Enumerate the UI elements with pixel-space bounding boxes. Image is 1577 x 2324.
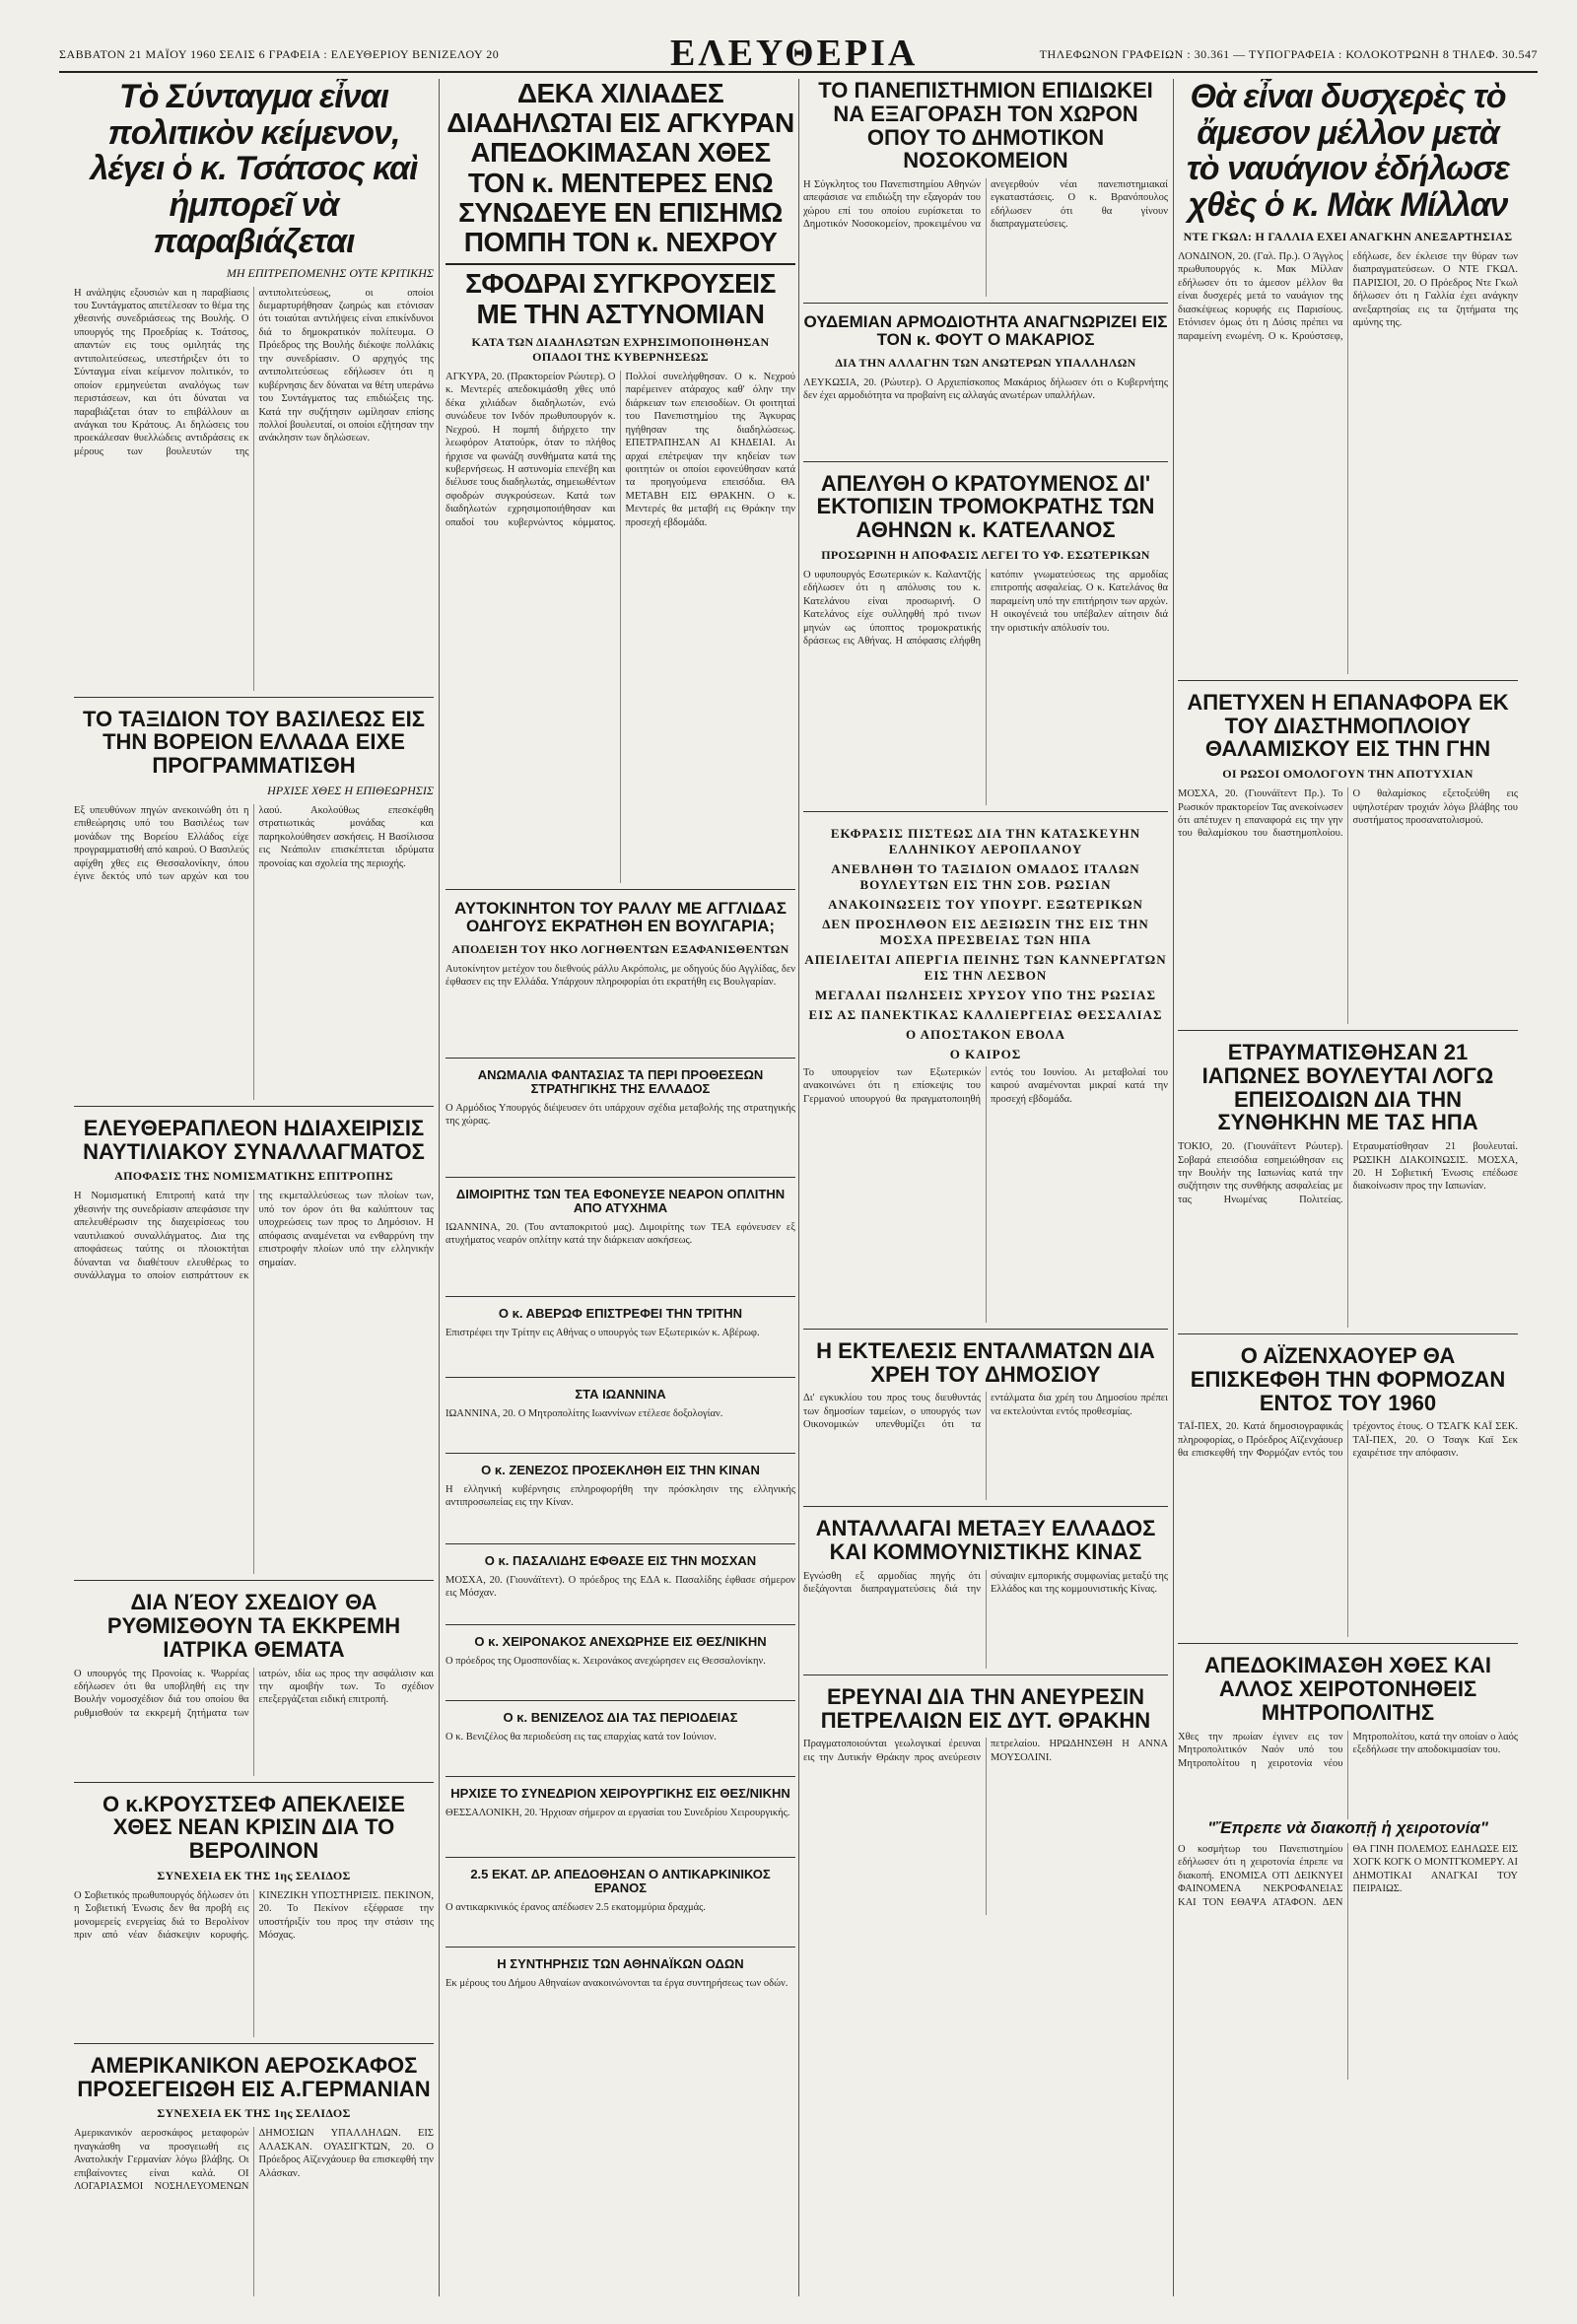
article-headline: Ο κ. ΑΒΕΡΩΦ ΕΠΙΣΤΡΕΦΕΙ ΤΗΝ ΤΡΙΤΗΝ [498,1306,743,1321]
article-subheadline: ΜΗ ΕΠΙΤΡΕΠΟΜΕΝΗΣ ΟΥΤΕ ΚΡΙΤΙΚΗΣ [226,265,434,280]
article-pasalidis-moscow [446,1554,795,1625]
article-soldier-accident [446,1188,795,1297]
article-headline: Ο κ. ΠΑΣΑΛΙΔΗΣ ΕΦΘΑΣΕ ΕΙΣ ΤΗΝ ΜΟΣΧΑΝ [484,1553,757,1568]
article-body: Ο Αρμόδιος Υπουργός διέψευσεν ότι υπάρχουν σχέδια μεταβολής της στρατηγικής της χώρας. [446,1102,795,1128]
brief-headline: ΕΙΣ ΑΣ ΠΑΝΕΚΤΙΚΑΣ ΚΑΛΛΙΕΡΓΕΙΑΣ ΘΕΣΣΑΛΙΑΣ [808,1006,1163,1022]
article-metropolitan [1178,1654,1518,2085]
article-thrace-oil [803,1685,1168,1922]
article-zenezos-china [446,1464,795,1544]
article-athens-roads [446,1957,795,2042]
article-rally-car [446,900,795,1059]
article-king-trip [74,708,434,1107]
column-1 [74,79,434,2296]
article-subheadline: ΚΑΤΑ ΤΩΝ ΔΙΑΔΗΛΩΤΩΝ ΕΧΡΗΣΙΜΟΠΟΙΗΘΗΣΑΝ ΟΠΑΔΟΙ ΤΗΣ ΚΥΒΕΡΝΗΣΕΩΣ [471,334,770,364]
article-subheadline: ΟΙ ΡΩΣΟΙ ΟΜΟΛΟΓΟΥΝ ΤΗΝ ΑΠΟΤΥΧΙΑΝ [1222,767,1474,782]
article-headline: Ο κ.ΚΡΟΥΣΤΣΕΦ ΑΠΕΚΛΕΙΣΕ ΧΘΕΣ ΝΕΑΝ ΚΡΙΣΙΝ ΔΙΑ ΤΟ ΒΕΡΟΛΙΝΟΝ [103,1792,405,1864]
article-khrushchev-berlin [74,1793,434,2044]
article-quote: "Ἔπρεπε νὰ διακοπῇ ἡ χειροτονία" [1207,1817,1488,1837]
article-body: Πραγματοποιούνται γεωλογικαί έρευναι εις την Δυτικήν Θράκην προς ανεύρεσιν πετρελαίου. ΗΡΩΔΗΝΣΘΗ Η ΑΝΝΑ ΜΟΥΣΟΛΙΝΙ. [803,1739,1168,1763]
article-body: Ο αντικαρκινικός έρανος απέδωσεν 2.5 εκατομμύρια δραχμάς. [446,1902,706,1913]
article-headline: ΔΕΚΑ ΧΙΛΙΑΔΕΣ ΔΙΑΔΗΛΩΤΑΙ ΕΙΣ ΑΓΚΥΡΑΝ ΑΠΕΔΟΚΙΜΑΣΑΝ ΧΘΕΣ ΤΟΝ κ. ΜΕΝΤΕΡΕΣ ΕΝΩ ΣΥΝΩΔΕΥΕ ΕΝ ΕΠΙΣΗΜΩ ΠΟΜΠΗ ΤΟΝ κ. ΝΕΧΡΟΥ [446,79,794,258]
brief-headline: ΑΝΑΚΟΙΝΩΣΕΙΣ ΤΟΥ ΥΠΟΥΡΓ. ΕΞΩΤΕΡΙΚΩΝ [828,896,1143,912]
article-headline: ΗΡΧΙΣΕ ΤΟ ΣΥΝΕΔΡΙΟΝ ΧΕΙΡΟΥΡΓΙΚΗΣ ΕΙΣ ΘΕΣ/ΝΙΚΗΝ [450,1786,790,1801]
article-surgery-congress [446,1787,795,1858]
article-medical-plan [74,1591,434,1782]
article-headline: ΟΥΔΕΜΙΑΝ ΑΡΜΟΔΙΟΤΗΤΑ ΑΝΑΓΝΩΡΙΖΕΙ ΕΙΣ ΤΟΝ κ. ΦΟΥΤ Ο ΜΑΚΑΡΙΟΣ [803,313,1168,350]
article-subheadline: ΑΠΟΦΑΣΙΣ ΤΗΣ ΝΟΜΙΣΜΑΤΙΚΗΣ ΕΠΙΤΡΟΠΗΣ [114,1169,393,1184]
article-body: ΙΩΑΝΝΙΝΑ, 20. (Του ανταποκριτού μας). Διμοιρίτης των ΤΕΑ εφόνευσεν εξ ατυχήματος νεαρόν οπλίτην κατά την διάρκειαν ασκήσεως. [446,1221,795,1247]
article-headline: ΑΠΕΔΟΚΙΜΑΣΘΗ ΧΘΕΣ ΚΑΙ ΑΛΛΟΣ ΧΕΙΡΟΤΟΝΗΘΕΙΣ ΜΗΤΡΟΠΟΛΙΤΗΣ [1204,1654,1491,1725]
column-4 [1178,79,1518,2296]
article-spacecraft [1178,691,1518,1031]
article-katelanos-release [803,472,1168,812]
article-body: Αυτοκίνητον μετέχον του διεθνούς ράλλυ Ακρόπολις, με οδηγούς δύο Αγγλίδας, δεν έφθασεν εις την Ελλάδα. Υπάρχουν πληροφορίαι ότι εκρατήθη εις Βουλγαρίαν. [446,963,795,989]
article-body: Εγνώσθη εξ αρμοδίας πηγής ότι διεξάγονται διαπραγματεύσεις διά την σύναψιν εμπορικής συμφωνίας μεταξύ της Ελλάδος και της κομμουνιστικής Κίνας. [803,1570,1168,1596]
article-ioannina [446,1388,795,1454]
article-body: Η ελληνική κυβέρνησις επληροφορήθη την πρόσκλησιν της ελληνικής αντιπροσωπείας εις την Κίναν. [446,1483,795,1509]
article-subheadline: ΗΡΧΙΣΕ ΧΘΕΣ Η ΕΠΙΘΕΩΡΗΣΙΣ [267,783,434,797]
article-body: ΜΟΣΧΑ, 20. (Γιουνάϊτεντ Πρ.). Το Ρωσικόν πρακτορείον Τας ανεκοίνωσεν ότι απέτυχεν η επαναφορά εις την γην του θαλαμίσκου του διαστημοπλοίου. Ο θαλαμίσκος εξετοξεύθη εις υψηλοτέραν τροχιάν λόγω βλάβης του συστήματος προσανατολισμού. [1178,788,1518,840]
article-headline: ΕΡΕΥΝΑΙ ΔΙΑ ΤΗΝ ΑΝΕΥΡΕΣΙΝ ΠΕΤΡΕΛΑΙΩΝ ΕΙΣ ΔΥΤ. ΘΡΑΚΗΝ [820,1684,1151,1733]
article-body: ΤΑΪ-ΠΕΧ, 20. Κατά δημοσιογραφικάς πληροφορίας, ο Πρόεδρος Αϊζενχάουερ θα επισκεφθή την Φορμόζαν εντός του τρέχοντος έτους. Ο ΤΣΑΓΚ ΚΑΪ ΣΕΚ. ΤΑΪ-ΠΕΧ, 20. Ο Τσαγκ Καϊ Σεκ εχαιρέτισε την απόφασιν. [1178,1421,1518,1460]
article-body: ΙΩΑΝΝΙΝΑ, 20. Ο Μητροπολίτης Ιωαννίνων ετέλεσε δοξολογίαν. [446,1407,723,1419]
article-cancer-fund [446,1868,795,1948]
article-headline: Ο κ. ΧΕΙΡΟΝΑΚΟΣ ΑΝΕΧΩΡΗΣΕ ΕΙΣ ΘΕΣ/ΝΙΚΗΝ [474,1634,767,1649]
article-headline: ΔΙΑ ΝΈΟΥ ΣΧΕΔΙΟΥ ΘΑ ΡΥΘΜΙΣΘΟΥΝ ΤΑ ΕΚΚΡΕΜΗ ΙΑΤΡΙΚΑ ΘΕΜΑΤΑ [106,1591,401,1662]
article-body: Ο Σοβιετικός πρωθυπουργός δήλωσεν ότι η Σοβιετική Ένωσις δεν θα προβή εις μονομερείς ενεργείας διά το Βερολίνον πριν από νέαν διάσκεψιν κορυφής. ΚΙΝΕΖΙΚΗ ΥΠΟΣΤΗΡΙΞΙΣ. ΠΕΚΙΝΟΝ, 20. Το Πεκίνον εξέφρασε την υποστήριξίν του προς την στάσιν της Μόσχας. [74,1889,434,1942]
article-body: Ο κ. Βενιζέλος θα περιοδεύση εις τας επαρχίας κατά τον Ιούνιον. [446,1731,717,1743]
article-headline-secondary: ΣΦΟΔΡΑΙ ΣΥΓΚΡΟΥΣΕΙΣ ΜΕ ΤΗΝ ΑΣΤΥΝΟΜΙΑΝ [446,263,795,328]
masthead [59,35,1538,73]
masthead-right-info: ΤΗΛΕΦΩΝΟΝ ΓΡΑΦΕΙΩΝ : 30.361 — ΤΥΠΟΓΡΑΦΕΙΑ : ΚΟΛΟΚΟΤΡΩΝΗ 8 ΤΗΛΕΦ. 30.547 [1039,47,1538,61]
brief-headline: Ο ΚΑΙΡΟΣ [949,1046,1022,1061]
article-greece-china-trade [803,1517,1168,1675]
article-american-aircraft [74,2054,434,2296]
article-headline: Ο ΑΪΖΕΝΧΑΟΥΕΡ ΘΑ ΕΠΙΣΚΕΦΘΗ ΤΗΝ ΦΟΡΜΟΖΑΝ ΕΝΤΟΣ ΤΟΥ 1960 [1190,1344,1506,1415]
article-headline: ΔΙΜΟΙΡΙΤΗΣ ΤΩΝ ΤΕΑ ΕΦΟΝΕΥΣΕ ΝΕΑΡΟΝ ΟΠΛΙΤΗΝ ΑΠΟ ΑΤΥΧΗΜΑ [455,1187,786,1215]
article-cheironakos [446,1635,795,1701]
article-headline: Ο κ. ΒΕΝΙΖΕΛΟΣ ΔΙΑ ΤΑΣ ΠΕΡΙΟΔΕΙΑΣ [503,1710,738,1725]
article-constitution [74,79,434,698]
article-body: Δι' εγκυκλίου του προς τους διευθυντάς των δημοσίων ταμείων, ο υπουργός των Οικονομικών υπενθυμίζει ότι τα εντάλματα δια χρέη του Δημοσίου πρέπει να εκτελούνται εντός προθεσμίας. [803,1393,1168,1431]
article-ankara-demonstrations [446,79,795,890]
article-university-land [803,79,1168,304]
article-body: ΤΟΚΙΟ, 20. (Γιουνάϊτεντ Ρώυτερ). Σοβαρά επεισόδια εσημειώθησαν εις την Βουλήν της Ιαπωνίας κατά την συζήτησιν της συνθήκης ασφαλείας με τας Ηνωμένας Πολιτείας. Ετραυματίσθησαν 21 βουλευταί. ΡΩΣΙΚΗ ΔΙΑΚΟΙΝΩΣΙΣ. ΜΟΣΧΑ, 20. Η Σοβιετική Ένωσις επέδωσε διακοίνωσιν προς την Ιαπωνίαν. [1178,1141,1518,1205]
article-side-briefs [803,822,1168,1330]
article-body: ΛΕΥΚΩΣΙΑ, 20. (Ρώυτερ). Ο Αρχιεπίσκοπος Μακάριος δήλωσεν ότι ο Κυβερνήτης δεν έχει αρμοδιότητα να προβαίνη εις αλλαγάς ανωτέρων υπαλλήλων. [803,376,1168,402]
brief-body: Το υπουργείον των Εξωτερικών ανακοινώνει ότι η επίσκεψις του Γερμανού υπουργού θα πραγματοποιηθή εντός του Ιουνίου. Αι μεταβολαί του καιρού αναμένονται μικραί κατά την προσεχή εβδομάδα. [803,1066,1168,1105]
article-eisenhower-formosa [1178,1344,1518,1644]
column-rule [439,79,440,2296]
column-3 [803,79,1168,2296]
article-macmillan [1178,79,1518,681]
article-body: ΑΓΚΥΡΑ, 20. (Πρακτορείον Ρώυτερ). Ο κ. Μεντερές απεδοκιμάσθη χθες υπό δέκα χιλιάδων διαδηλωτών, ενώ συνώδευε τον Ινδόν πρωθυπουργόν κ. Νεχρού. Η πομπή διήρχετο την λεωφόρον Ατατούρκ, όταν το πλήθος ήρχισε να φωνάζη συνθήματα κατά της κυβερνήσεως. Η αστυνομία επενέβη και διέλυσε τους διαδηλωτάς, σημειωθέντων σφοδρών συγκρούσεων. Κατά των διαδηλωτών εχρησιμοποιήθησαν και οπαδοί του κυβερνώντος κόμματος. Πολλοί συνελήφθησαν. Ο κ. Νεχρού παρέμεινεν ατάραχος καθ' όλην την διάρκειαν των επεισοδίων. Οι φοιτηταί του Πανεπιστημίου της Άγκυρας ηγήθησαν της διαδηλώσεως. ΕΠΕΤΡΑΠΗΣΑΝ ΑΙ ΚΗΔΕΙΑΙ. Αι αρχαί επέτρεψαν την κηδείαν των φοιτητών οι οποίοι εφονεύθησαν κατά τα προηγούμενα επεισόδια. ΘΑ ΜΕΤΑΒΗ ΕΙΣ ΘΡΑΚΗΝ. Ο κ. Μεντερές θα μεταβή εις Θράκην την προσεχή εβδομάδα. [446,371,795,528]
article-headline: Θὰ εἶναι δυσχερὲς τὸ ἄμεσον μέλλον μετὰ τὸ ναυάγιον ἐδήλωσε χθὲς ὁ κ. Μὰκ Μίλλαν [1186,79,1510,225]
newspaper-title: ΕΛΕΥΘΕΡΙΑ [670,33,919,74]
article-body: Επιστρέφει την Τρίτην εις Αθήνας ο υπουργός των Εξωτερικών κ. Αβέρωφ. [446,1327,760,1338]
article-body: Η ανάληψις εξουσιών και η παραβίασις του Συντάγματος απετέλεσαν το θέμα της χθεσινής συνεδριάσεως της Βουλής. Ο υπουργός της Προεδρίας κ. Τσάτσος, απαντών εις τους ομιλητάς της αντιπολιτεύσεως, υπεστήριξεν ότι το Σύνταγμα είναι κείμενον πολιτικόν, το οποίον ερμηνεύεται αναλόγως των περιστάσεων, και ότι δύναται να παραβιάζεται όταν το επιβάλλουν αι ανάγκαι του Κράτους. Αι δηλώσεις του προεκάλεσαν θυελλώδεις αντιδράσεις εκ μέρους των βουλευτών της αντιπολιτεύσεως, οι οποίοι διεμαρτυρήθησαν ζωηρώς και ετόνισαν ότι τοιαύται αντιλήψεις είναι επικίνδυνοι διά το δημοκρατικόν πολίτευμα. Ο Πρόεδρος της Βουλής διέκοψε πολλάκις την συνεδρίασιν. Ο αρχηγός της αντιπολιτεύσεως εδήλωσεν ότι η κυβέρνησις δεν δύναται να θέτη υπεράνω του Συντάγματος τας επιδιώξεις της. Κατά την συζήτησιν ωμίλησαν επίσης πολλοί βουλευταί, οι οποίοι εζήτησαν την ανάκλησιν των δηλώσεων. [74,287,434,457]
article-body: ΘΕΣΣΑΛΟΝΙΚΗ, 20. Ήρχισαν σήμερον αι εργασίαι του Συνεδρίου Χειρουργικής. [446,1807,790,1818]
article-strategy [446,1068,795,1178]
article-subheadline: ΔΙΑ ΤΗΝ ΑΛΛΑΓΗΝ ΤΩΝ ΑΝΩΤΕΡΩΝ ΥΠΑΛΛΗΛΩΝ [835,355,1136,370]
article-headline: ΑΝΤΑΛΛΑΓΑΙ ΜΕΤΑΞΥ ΕΛΛΑΔΟΣ ΚΑΙ ΚΟΜΜΟΥΝΙΣΤΙΚΗΣ ΚΙΝΑΣ [815,1517,1156,1565]
brief-headline: ΔΕΝ ΠΡΟΣΗΛΘΟΝ ΕΙΣ ΔΕΞΙΩΣΙΝ ΤΗΣ ΕΙΣ ΤΗΝ ΜΟΣΧΑ ΠΡΕΣΒΕΙΑΣ ΤΩΝ ΗΠΑ [822,916,1149,947]
article-headline: ΕΛΕΥΘΕΡΑΠΛΕΟΝ ΗΔΙΑΧΕΙΡΙΣΙΣ ΝΑΥΤΙΛΙΑΚΟΥ ΣΥΝΑΛΛΑΓΜΑΤΟΣ [83,1116,425,1164]
article-headline: ΤΟ ΤΑΞΙΔΙΟΝ ΤΟΥ ΒΑΣΙΛΕΩΣ ΕΙΣ ΤΗΝ ΒΟΡΕΙΟΝ ΕΛΛΑΔΑ ΕΙΧΕ ΠΡΟΓΡΑΜΜΑΤΙΣΘΗ [83,707,425,779]
article-subheadline: ΣΥΝΕΧΕΙΑ ΕΚ ΤΗΣ 1ης ΣΕΛΙΔΟΣ [157,2106,351,2121]
article-headline: ΑΠΕΛΥΘΗ Ο ΚΡΑΤΟΥΜΕΝΟΣ ΔΙ' ΕΚΤΟΠΙΣΙΝ ΤΡΟΜΟΚΡΑΤΗΣ ΤΩΝ ΑΘΗΝΩΝ κ. ΚΑΤΕΛΑΝΟΣ [816,471,1155,543]
article-body: Ο υφυπουργός Εσωτερικών κ. Καλαντζής εδήλωσεν ότι η απόλυσις του κ. Κατελάνου είναι προσωρινή. Ο Κατελάνος είχε συλληφθή πρό τινων μηνών ως ύποπτος τρομοκρατικής δράσεως εις Αθήνας. Η απόφασις ελήφθη κατόπιν γνωματεύσεως της αρμοδίας επιτροπής ασφαλείας. Ο κ. Κατελάνος θα παραμείνη υπό την επιτήρησιν των αρχών. Η οικογένειά του υπέβαλεν αίτησιν διά την οριστικήν απόλυσίν του. [803,569,1168,648]
article-venizelos-tours [446,1711,795,1777]
article-headline: Ο κ. ΖΕΝΕΖΟΣ ΠΡΟΣΕΚΛΗΘΗ ΕΙΣ ΤΗΝ ΚΙΝΑΝ [481,1463,760,1477]
article-headline: Η ΕΚΤΕΛΕΣΙΣ ΕΝΤΑΛΜΑΤΩΝ ΔΙΑ ΧΡΕΗ ΤΟΥ ΔΗΜΟΣΙΟΥ [816,1338,1155,1387]
article-body: Αμερικανικόν αεροσκάφος μεταφορών ηναγκάσθη να προσγειωθή εις Ανατολικήν Γερμανίαν λόγω βλάβης. Οι επιβαίνοντες είναι καλά. ΟΙ ΛΟΓΑΡΙΑΣΜΟΙ ΝΟΣΗΛΕΥΟΜΕΝΩΝ ΔΗΜΟΣΙΩΝ ΥΠΑΛΛΗΛΩΝ. ΕΙΣ ΑΛΑΣΚΑΝ. ΟΥΑΣΙΓΚΤΩΝ, 20. Ο Πρόεδρος Αϊζενχάουερ θα επισκεφθή την Αλάσκαν. [74,2128,434,2193]
article-headline: Η ΣΥΝΤΗΡΗΣΙΣ ΤΩΝ ΑΘΗΝΑΪΚΩΝ ΟΔΩΝ [497,1957,744,1971]
article-headline: ΑΠΕΤΥΧΕΝ Η ΕΠΑΝΑΦΟΡΑ ΕΚ ΤΟΥ ΔΙΑΣΤΗΜΟΠΛΟΙΟΥ ΘΑΛΑΜΙΣΚΟΥ ΕΙΣ ΤΗΝ ΓΗΝ [1187,690,1509,762]
brief-headline: ΑΝΕΒΛΗΘΗ ΤΟ ΤΑΞΙΔΙΟΝ ΟΜΑΔΟΣ ΙΤΑΛΩΝ ΒΟΥΛΕΥΤΩΝ ΕΙΣ ΤΗΝ ΣΟΒ. ΡΩΣΙΑΝ [831,860,1140,892]
article-body: ΜΟΣΧΑ, 20. (Γιουνάϊτεντ). Ο πρόεδρος της ΕΔΑ κ. Πασαλίδης έφθασε σήμερον εις Μόσχαν. [446,1574,795,1600]
article-subheadline: ΣΥΝΕΧΕΙΑ ΕΚ ΤΗΣ 1ης ΣΕΛΙΔΟΣ [157,1868,351,1882]
article-body: Η Νομισματική Επιτροπή κατά την χθεσινήν της συνεδρίασιν απεφάσισε την απελευθέρωσιν της διαχειρίσεως του ναυτιλιακού συναλλάγματος. Δια της αποφάσεως ταύτης οι πλοιοκτήται δύνανται να διαθέτουν ελευθέρως το συνάλλαγμα το οποίον εισπράττουν εκ της εκμεταλλεύσεως των πλοίων των, υπό τον όρον ότι θα καλύπτουν τας υποχρεώσεις των προς το Δημόσιον. Η απόφασις αναμένεται να ενθαρρύνη την επιστροφήν πλοίων υπό την ελληνικήν σημαίαν. [74,1191,434,1281]
article-body: Ο πρόεδρος της Ομοσπονδίας κ. Χειρονάκος ανεχώρησεν εις Θεσσαλονίκην. [446,1655,766,1667]
article-body: Ο κοσμήτωρ του Πανεπιστημίου εδήλωσεν ότι η χειροτονία έπρεπε να διακοπή. ΕΝΟΜΙΣΑ ΟΤΙ ΔΕΙΚΝΥΕΙ ΦΑΙΝΟΜΕΝΑ ΝΕΚΡΟΦΑΝΕΙΑΣ ΚΑΙ ΤΟΝ ΕΘΑΨΑ ΑΤΑΦΟΝ. ΔΕΝ ΘΑ ΓΙΝΗ ΠΟΛΕΜΟΣ ΕΔΗΛΩΣΕ ΕΙΣ ΧΟΓΚ ΚΟΓΚ Ο ΜΟΝΤΓΚΟΜΕΡΥ. ΑΙ ΔΗΜΟΤΙΚΑΙ ΑΝΑΓΚΑΙ ΤΟΥ ΠΕΙΡΑΙΩΣ. [1178,1843,1518,1908]
column-rule [798,79,799,2296]
article-headline: ΣΤΑ ΙΩΑΝΝΙΝΑ [575,1387,666,1401]
article-body: Η Σύγκλητος του Πανεπιστημίου Αθηνών απεφάσισε να επιδιώξη την εξαγοράν του χώρου επί του οποίου ευρίσκεται το Δημοτικόν Νοσοκομείον, προκειμένου να ανεγερθούν νέαι πανεπιστημιακαί εγκαταστάσεις. Ο κ. Βρανόπουλος εδήλωσεν ότι θα γίνουν διαπραγματεύσεις. [803,179,1168,231]
article-headline: Τὸ Σύνταγμα εἶναι πολιτικὸν κείμενον, λέγει ὁ κ. Τσάτσος καὶ ἠμπορεῖ νὰ παραβιάζεται [90,79,418,260]
article-shipping-exchange [74,1117,434,1582]
article-headline: ΑΝΩΜΑΛΙΑ ΦΑΝΤΑΣΙΑΣ ΤΑ ΠΕΡΙ ΠΡΟΘΕΣΕΩΝ ΣΤΡΑΤΗΓΙΚΗΣ ΤΗΣ ΕΛΛΑΔΟΣ [477,1067,764,1096]
article-headline: ΑΜΕΡΙΚΑΝΙΚΟΝ ΑΕΡΟΣΚΑΦΟΣ ΠΡΟΣΕΓΕΙΩΘΗ ΕΙΣ Α.ΓΕΡΜΑΝΙΑΝ [77,2053,431,2101]
article-headline: 2.5 ΕΚΑΤ. ΔΡ. ΑΠΕΔΟΘΗΣΑΝ Ο ΑΝΤΙΚΑΡΚΙΝΙΚΟΣ ΕΡΑΝΟΣ [470,1867,771,1895]
article-body: Εκ μέρους του Δήμου Αθηναίων ανακοινώνονται τα έργα συντηρήσεως των οδών. [446,1978,788,1990]
column-rule [1173,79,1174,2296]
article-body: Ο υπουργός της Προνοίας κ. Ψωρρέας εδήλωσεν ότι θα υποβληθή εις την Βουλήν νομοσχέδιον διά του οποίου θα ρυθμισθούν τα εκκρεμή ζητήματα των ιατρών, ιδία ως προς την ασφάλισιν και την αμοιβήν των. Το σχέδιον επεξεργάζεται ειδική επιτροπή. [74,1668,434,1719]
article-japan-mps [1178,1041,1518,1334]
article-body: ΛΟΝΔΙΝΟΝ, 20. (Γαλ. Πρ.). Ο Άγγλος πρωθυπουργός κ. Μακ Μίλλαν εδήλωσεν ότι το άμεσον μέλλον θα είναι δυσχερές μετά το ναυάγιον της διασκέψεως κορυφής εις Παρισίους. Ετόνισεν όμως ότι η Δύσις πρέπει να παραμείνη ενωμένη. Ο κ. Κρούστσεφ, εδήλωσε, δεν έκλεισε την θύραν των διαπραγματεύσεων. Ο ΝΤΕ ΓΚΩΛ. ΠΑΡΙΣΙΟΙ, 20. Ο Πρόεδρος Ντε Γκωλ δήλωσεν ότι η Γαλλία έχει ανάγκην ανεξαρτησίας εις τα ζητήματα της αμύνης της. [1178,250,1518,342]
brief-headline: Ο ΑΠΟΣΤΑΚΟΝ ΕΒΟΛΑ [905,1026,1066,1042]
article-makarios-foot [803,313,1168,462]
article-body: Χθες την πρωίαν έγινεν εις τον Μητροπολιτικόν Ναόν υπό του Μητροπολίτου η χειροτονία νέου Μητροπολίτου, κατά την οποίαν ο λαός εξεδήλωσε την αποδοκιμασίαν του. [1178,1731,1518,1769]
masthead-left-info: ΣΑΒΒΑΤΟΝ 21 ΜΑΪΟΥ 1960 ΣΕΛΙΣ 6 ΓΡΑΦΕΙΑ : ΕΛΕΥΘΕΡΙΟΥ ΒΕΝΙΖΕΛΟΥ 20 [59,47,500,61]
brief-headline: ΜΕΓΑΛΑΙ ΠΩΛΗΣΕΙΣ ΧΡΥΣΟΥ ΥΠΟ ΤΗΣ ΡΩΣΙΑΣ [815,987,1156,1002]
brief-headline: ΑΠΕΙΛΕΙΤΑΙ ΑΠΕΡΓΙΑ ΠΕΙΝΗΣ ΤΩΝ ΚΑΝΝΕΡΓΑΤΩΝ ΕΙΣ ΤΗΝ ΛΕΣΒΟΝ [804,951,1167,983]
article-headline: ΕΤΡΑΥΜΑΤΙΣΘΗΣΑΝ 21 ΙΑΠΩΝΕΣ ΒΟΥΛΕΥΤΑΙ ΛΟΓΩ ΕΠΕΙΣΟΔΙΩΝ ΔΙΑ ΤΗΝ ΣΥΝΘΗΚΗΝ ΜΕ ΤΑΣ ΗΠΑ [1201,1041,1494,1135]
article-headline: ΤΟ ΠΑΝΕΠΙΣΤΗΜΙΟΝ ΕΠΙΔΙΩΚΕΙ ΝΑ ΕΞΑΓΟΡΑΣΗ ΤΟΝ ΧΩΡΟΝ ΟΠΟΥ ΤΟ ΔΗΜΟΤΙΚΟΝ ΝΟΣΟΚΟΜΕΙΟΝ [818,79,1153,173]
column-2 [446,79,795,2296]
brief-headline: ΕΚΦΡΑΣΙΣ ΠΙΣΤΕΩΣ ΔΙΑ ΤΗΝ ΚΑΤΑΣΚΕΥΗΝ ΕΛΛΗΝΙΚΟΥ ΑΕΡΟΠΛΑΝΟΥ [830,825,1141,856]
article-debt-warrants [803,1339,1168,1508]
article-averoff-return [446,1307,795,1378]
article-body: Εξ υπευθύνων πηγών ανεκοινώθη ότι η επιθεώρησις υπό του Βασιλέως των μονάδων της Βορείου Ελλάδος είχε προγραμματισθή από καιρού. Ο Βασιλεύς αφίχθη χθες εις Θεσσαλονίκην, όπου έγινε δεκτός υπό των αρχών και του λαού. Ακολούθως επεσκέφθη στρατιωτικάς μονάδας και παρηκολούθησεν ασκήσεις. Η Βασίλισσα εις Νεάπολιν επισκέπτεται ιδρύματα προνοίας και σχολεία της περιοχής. [74,804,434,883]
article-subheadline: ΠΡΟΣΩΡΙΝΗ Η ΑΠΟΦΑΣΙΣ ΛΕΓΕΙ ΤΟ ΥΦ. ΕΣΩΤΕΡΙΚΩΝ [821,547,1150,562]
article-subheadline: ΑΠΟΔΕΙΞΗ ΤΟΥ ΗΚΟ ΛΟΓΗΘΕΝΤΩΝ ΕΞΑΦΑΝΙΣΘΕΝΤΩΝ [451,941,789,956]
article-subheadline: ΝΤΕ ΓΚΩΛ: Η ΓΑΛΛΙΑ ΕΧΕΙ ΑΝΑΓΚΗΝ ΑΝΕΞΑΡΤΗΣΙΑΣ [1183,229,1513,243]
article-headline: ΑΥΤΟΚΙΝΗΤΟΝ ΤΟΥ ΡΑΛΛΥ ΜΕ ΑΓΓΛΙΔΑΣ ΟΔΗΓΟΥΣ ΕΚΡΑΤΗΘΗ ΕΝ ΒΟΥΛΓΑΡΙΑ; [454,899,787,936]
